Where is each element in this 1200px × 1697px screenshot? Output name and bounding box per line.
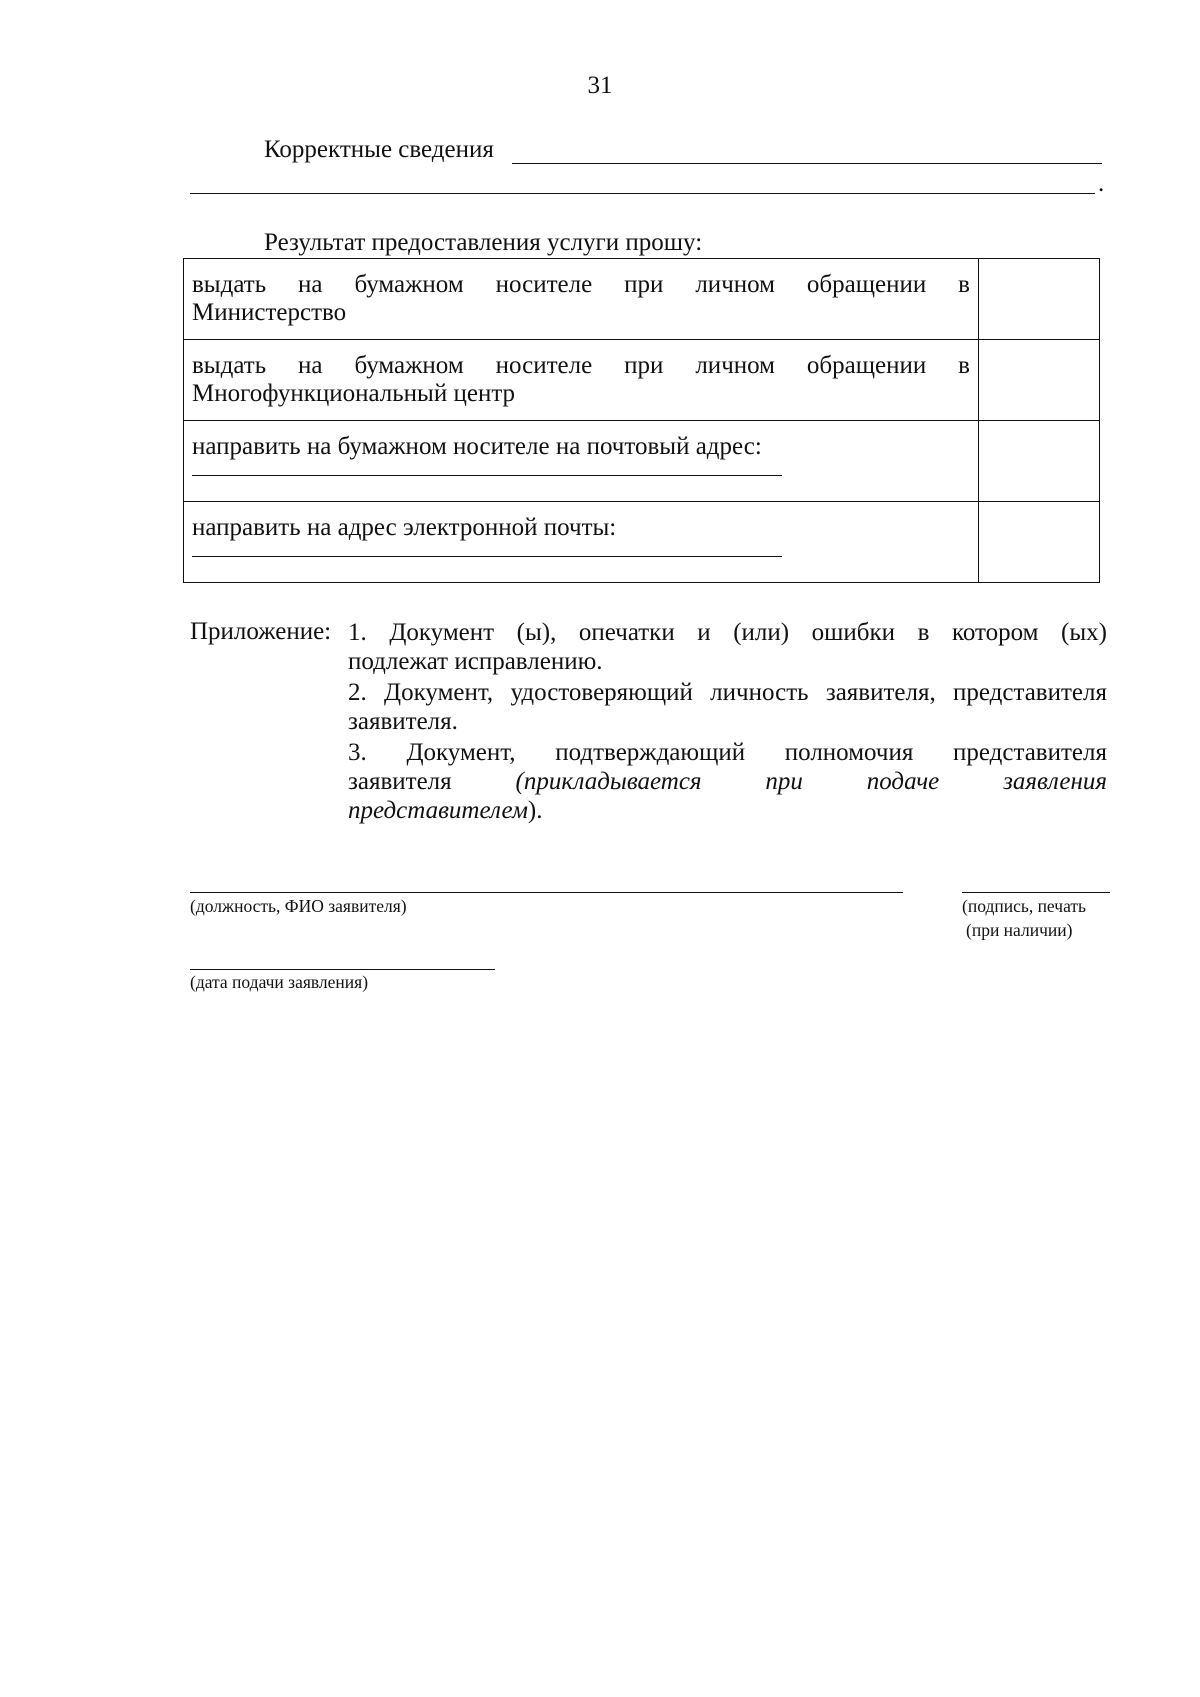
correct-info-end-mark: . xyxy=(1098,170,1105,197)
option-line1: направить на адрес электронной почты: xyxy=(192,514,617,541)
option-row xyxy=(184,502,1100,583)
option-checkbox-cell[interactable] xyxy=(979,259,1100,340)
option-text-cell xyxy=(184,340,979,421)
option-line1: выдать на бумажном носителе при личном обращении в xyxy=(192,271,970,298)
position-caption: (должность, ФИО заявителя) xyxy=(190,896,407,916)
appendix-item-third-italic: представителем xyxy=(348,797,528,824)
appendix-item-first: 3. Документ, подтверждающий полномочия представителя xyxy=(348,739,1107,766)
correct-info-line-2[interactable] xyxy=(190,193,1095,194)
option-checkbox-cell[interactable] xyxy=(979,340,1100,421)
postal-address-line[interactable] xyxy=(192,475,782,476)
option-text-cell xyxy=(184,259,979,340)
option-line1: направить на бумажном носителе на почтовый адрес: xyxy=(192,433,762,460)
option-text-cell xyxy=(184,421,979,502)
signature-caption-2: (при наличии) xyxy=(966,920,1073,940)
appendix-list xyxy=(348,618,1107,827)
page-number: 31 xyxy=(587,72,613,99)
option-line1: выдать на бумажном носителе при личном обращении в xyxy=(192,352,970,379)
appendix-item-second-italic: (прикладывается при подаче заявления xyxy=(515,768,1107,795)
appendix-label: Приложение: xyxy=(190,618,332,645)
position-line[interactable] xyxy=(190,892,903,893)
result-heading: Результат предоставления услуги прошу: xyxy=(264,229,703,256)
correct-info-label: Корректные сведения xyxy=(264,136,494,163)
date-caption: (дата подачи заявления) xyxy=(190,972,369,992)
option-row xyxy=(184,259,1100,340)
appendix-item-first: 2. Документ, удостоверяющий личность заявителя, представителя xyxy=(348,679,1107,706)
signature-caption-1: (подпись, печать xyxy=(962,896,1087,916)
option-line2: Многофункциональный центр xyxy=(192,380,516,407)
appendix-item-rest: заявителя. xyxy=(348,708,458,735)
appendix-item xyxy=(348,678,1107,736)
appendix-item-third xyxy=(348,797,543,824)
appendix-item xyxy=(348,618,1107,676)
option-checkbox-cell[interactable] xyxy=(979,421,1100,502)
option-row xyxy=(184,421,1100,502)
appendix-item-second-plain: заявителя xyxy=(348,768,452,795)
appendix-item-third-plain: ). xyxy=(527,797,543,824)
appendix-item xyxy=(348,738,1107,825)
option-line2: Министерство xyxy=(192,299,347,326)
email-address-line[interactable] xyxy=(192,556,782,557)
appendix-item-rest: подлежат исправлению. xyxy=(348,648,603,675)
option-checkbox-cell[interactable] xyxy=(979,502,1100,583)
appendix-item-first: 1. Документ (ы), опечатки и (или) ошибки в котором (ых) xyxy=(348,619,1107,646)
option-row xyxy=(184,340,1100,421)
option-text-cell xyxy=(184,502,979,583)
date-line[interactable] xyxy=(190,969,495,970)
appendix-item-second xyxy=(348,767,1107,796)
signature-line[interactable] xyxy=(962,892,1110,893)
correct-info-line-1[interactable] xyxy=(512,163,1102,164)
result-options-table xyxy=(183,258,1100,583)
